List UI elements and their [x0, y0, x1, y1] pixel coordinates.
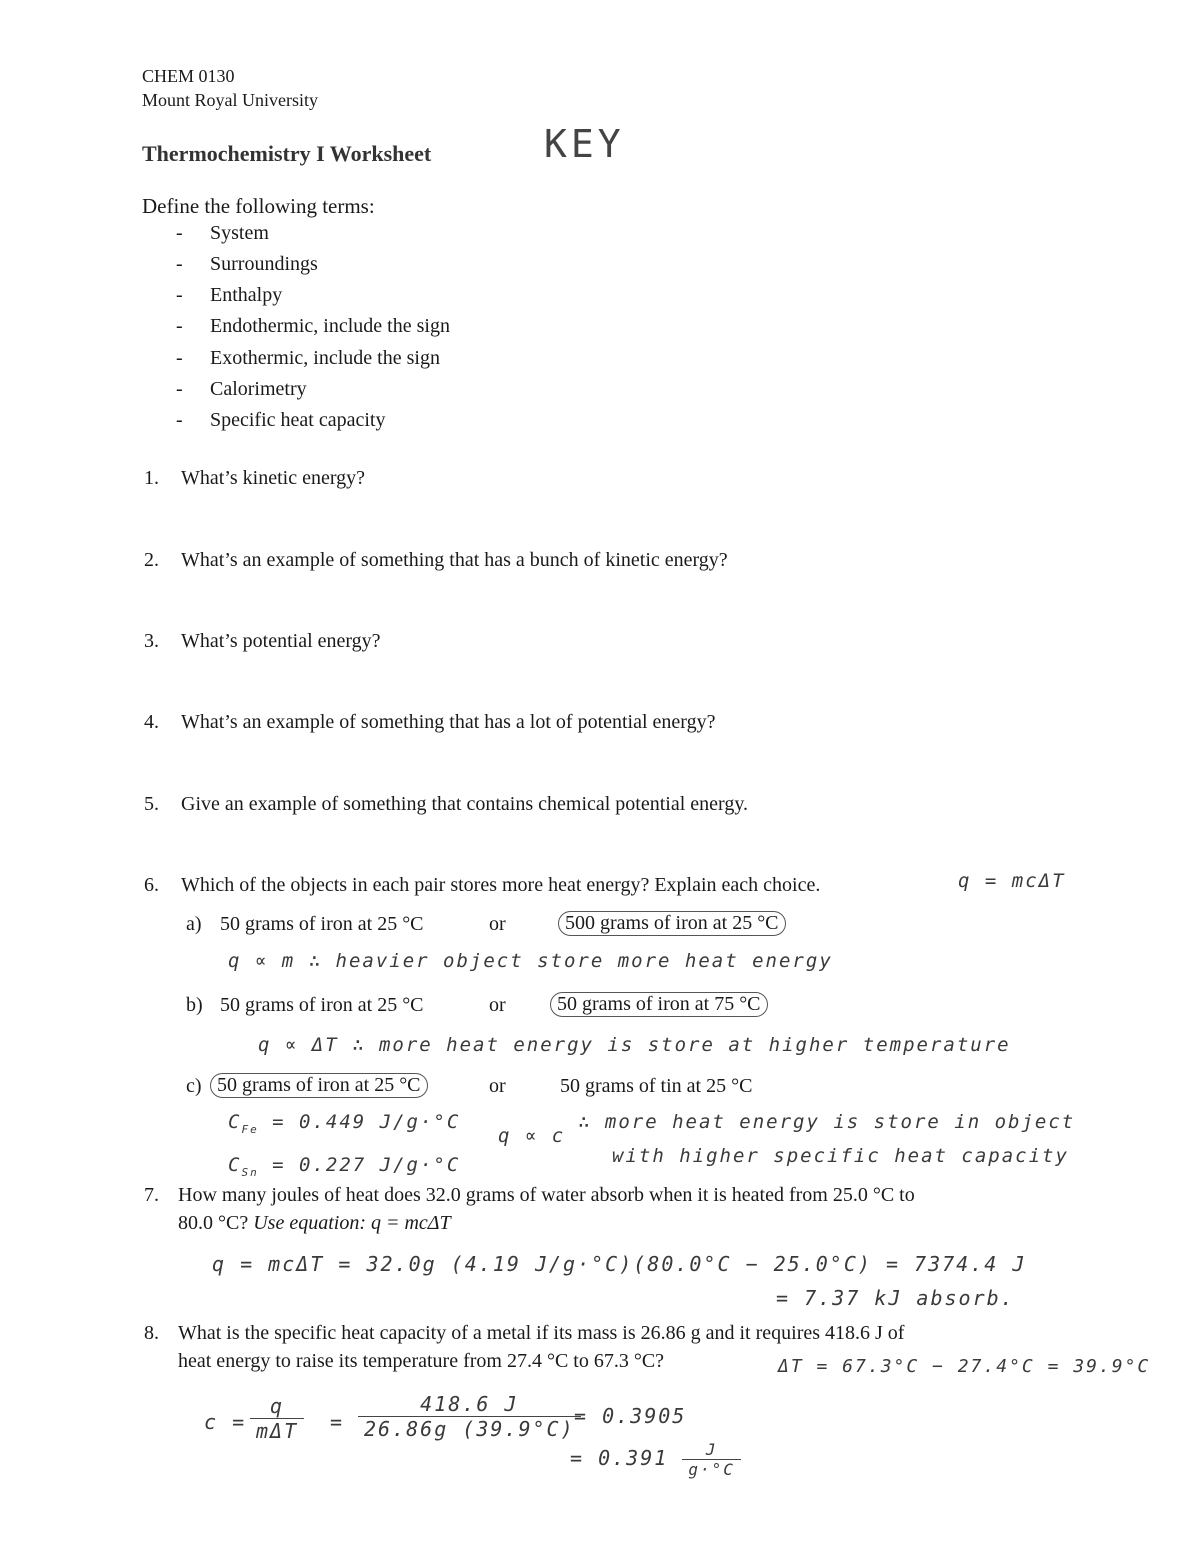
bullet-dash: - [176, 378, 183, 400]
question-7-temp: 80.0 °C? [178, 1212, 249, 1234]
handwritten-fraction-values [358, 1392, 581, 1441]
bullet-dash: - [176, 222, 183, 244]
option-right-circled: 50 grams of iron at 75 °C [550, 992, 768, 1017]
c-fe-value: = 0.449 J/g·°C [272, 1111, 461, 1133]
result-value: = 0.391 [570, 1446, 669, 1470]
handwritten-answer-line1: ∴ more heat energy is store in object [578, 1111, 1076, 1133]
page-title: Thermochemistry I Worksheet [142, 141, 432, 166]
course-code: CHEM 0130 [142, 66, 235, 86]
question-7-line1: How many joules of heat does 32.0 grams of water absorb when it is heated from 25.0 °C to [178, 1184, 915, 1206]
handwritten-formula: q = mcΔT [958, 870, 1066, 892]
handwritten-result-1: = 0.3905 [574, 1404, 687, 1428]
handwritten-c-sn [228, 1154, 460, 1179]
question-number: 6. [144, 874, 159, 896]
term-item: Specific heat capacity [210, 409, 386, 431]
bullet-dash: - [176, 409, 183, 431]
handwritten-calculation: q = mcΔT = 32.0g (4.19 J/g·°C)(80.0°C − 25.0°C) = 7374.4 J [212, 1252, 1027, 1276]
handwritten-answer: q ∝ m ∴ heavier object store more heat energy [228, 950, 833, 972]
question-number: 4. [144, 711, 159, 733]
question-6-text: Which of the objects in each pair stores more heat energy? Explain each choice. [181, 874, 821, 896]
question-4-text: What’s an example of something that has a lot of potential energy? [181, 711, 716, 733]
handwritten-fraction-formula [250, 1394, 304, 1443]
question-1-text: What’s kinetic energy? [181, 467, 366, 489]
handwritten-result: = 7.37 kJ absorb. [776, 1286, 1015, 1310]
fraction-denominator: 26.86g (39.9°C) [364, 1417, 575, 1441]
handwritten-c-fe [228, 1111, 460, 1136]
handwritten-answer: q ∝ ΔT ∴ more heat energy is store at higher temperature [258, 1034, 1011, 1056]
bullet-dash: - [176, 253, 183, 275]
fraction-numerator: q [250, 1394, 304, 1419]
c-sn-value: = 0.227 J/g·°C [272, 1154, 461, 1176]
term-item: Enthalpy [210, 284, 283, 306]
question-number: 2. [144, 549, 159, 571]
question-3-text: What’s potential energy? [181, 630, 381, 652]
handwritten-delta-t: ΔT = 67.3°C − 27.4°C = 39.9°C [778, 1356, 1151, 1377]
key-mark: KEY [544, 122, 625, 166]
part-label: b) [186, 994, 203, 1016]
c-sn-subscript: Sn [241, 1165, 259, 1179]
option-left: 50 grams of iron at 25 °C [220, 994, 424, 1016]
part-label: c) [186, 1075, 202, 1097]
fraction-denominator: mΔT [256, 1419, 299, 1443]
bullet-dash: - [176, 284, 183, 306]
handwritten-proportional: q ∝ c [498, 1125, 566, 1147]
question-7-line2 [178, 1212, 451, 1235]
option-left-circled: 50 grams of iron at 25 °C [210, 1073, 428, 1098]
or-text: or [489, 994, 506, 1016]
option-right: 50 grams of tin at 25 °C [560, 1075, 753, 1097]
question-8-line2: heat energy to raise its temperature from 27.4 °C to 67.3 °C? [178, 1350, 665, 1372]
question-number: 3. [144, 630, 159, 652]
question-number: 7. [144, 1184, 159, 1206]
definitions-intro: Define the following terms: [142, 194, 375, 218]
c-sn-symbol: C [228, 1154, 242, 1176]
or-text: or [489, 1075, 506, 1097]
question-number: 8. [144, 1322, 159, 1344]
university-name: Mount Royal University [142, 90, 318, 110]
question-5-text: Give an example of something that contains chemical potential energy. [181, 793, 749, 815]
part-label: a) [186, 913, 202, 935]
question-8-line1: What is the specific heat capacity of a metal if its mass is 26.86 g and it requires 418.6 J of [178, 1322, 905, 1344]
question-7-hint: Use equation: q = mcΔT [253, 1212, 451, 1234]
question-2-text: What’s an example of something that has a bunch of kinetic energy? [181, 549, 728, 571]
fraction-numerator: 418.6 J [358, 1392, 581, 1417]
option-left: 50 grams of iron at 25 °C [220, 913, 424, 935]
unit-numerator: J [682, 1440, 741, 1460]
unit-denominator: g·°C [688, 1460, 735, 1479]
term-item: Exothermic, include the sign [210, 347, 440, 369]
question-number: 5. [144, 793, 159, 815]
term-item: Endothermic, include the sign [210, 315, 450, 337]
option-right-circled: 500 grams of iron at 25 °C [558, 911, 786, 936]
c-fe-subscript: Fe [241, 1122, 259, 1136]
bullet-dash: - [176, 347, 183, 369]
term-item: System [210, 222, 269, 244]
question-number: 1. [144, 467, 159, 489]
c-fe-symbol: C [228, 1111, 242, 1133]
or-text: or [489, 913, 506, 935]
bullet-dash: - [176, 315, 183, 337]
handwritten-answer-line2: with higher specific heat capacity [612, 1145, 1069, 1167]
handwritten-c-equals: c = [204, 1410, 247, 1434]
term-item: Calorimetry [210, 378, 307, 400]
term-item: Surroundings [210, 253, 318, 275]
handwritten-equals: = [330, 1410, 345, 1434]
handwritten-result-2 [570, 1440, 741, 1479]
